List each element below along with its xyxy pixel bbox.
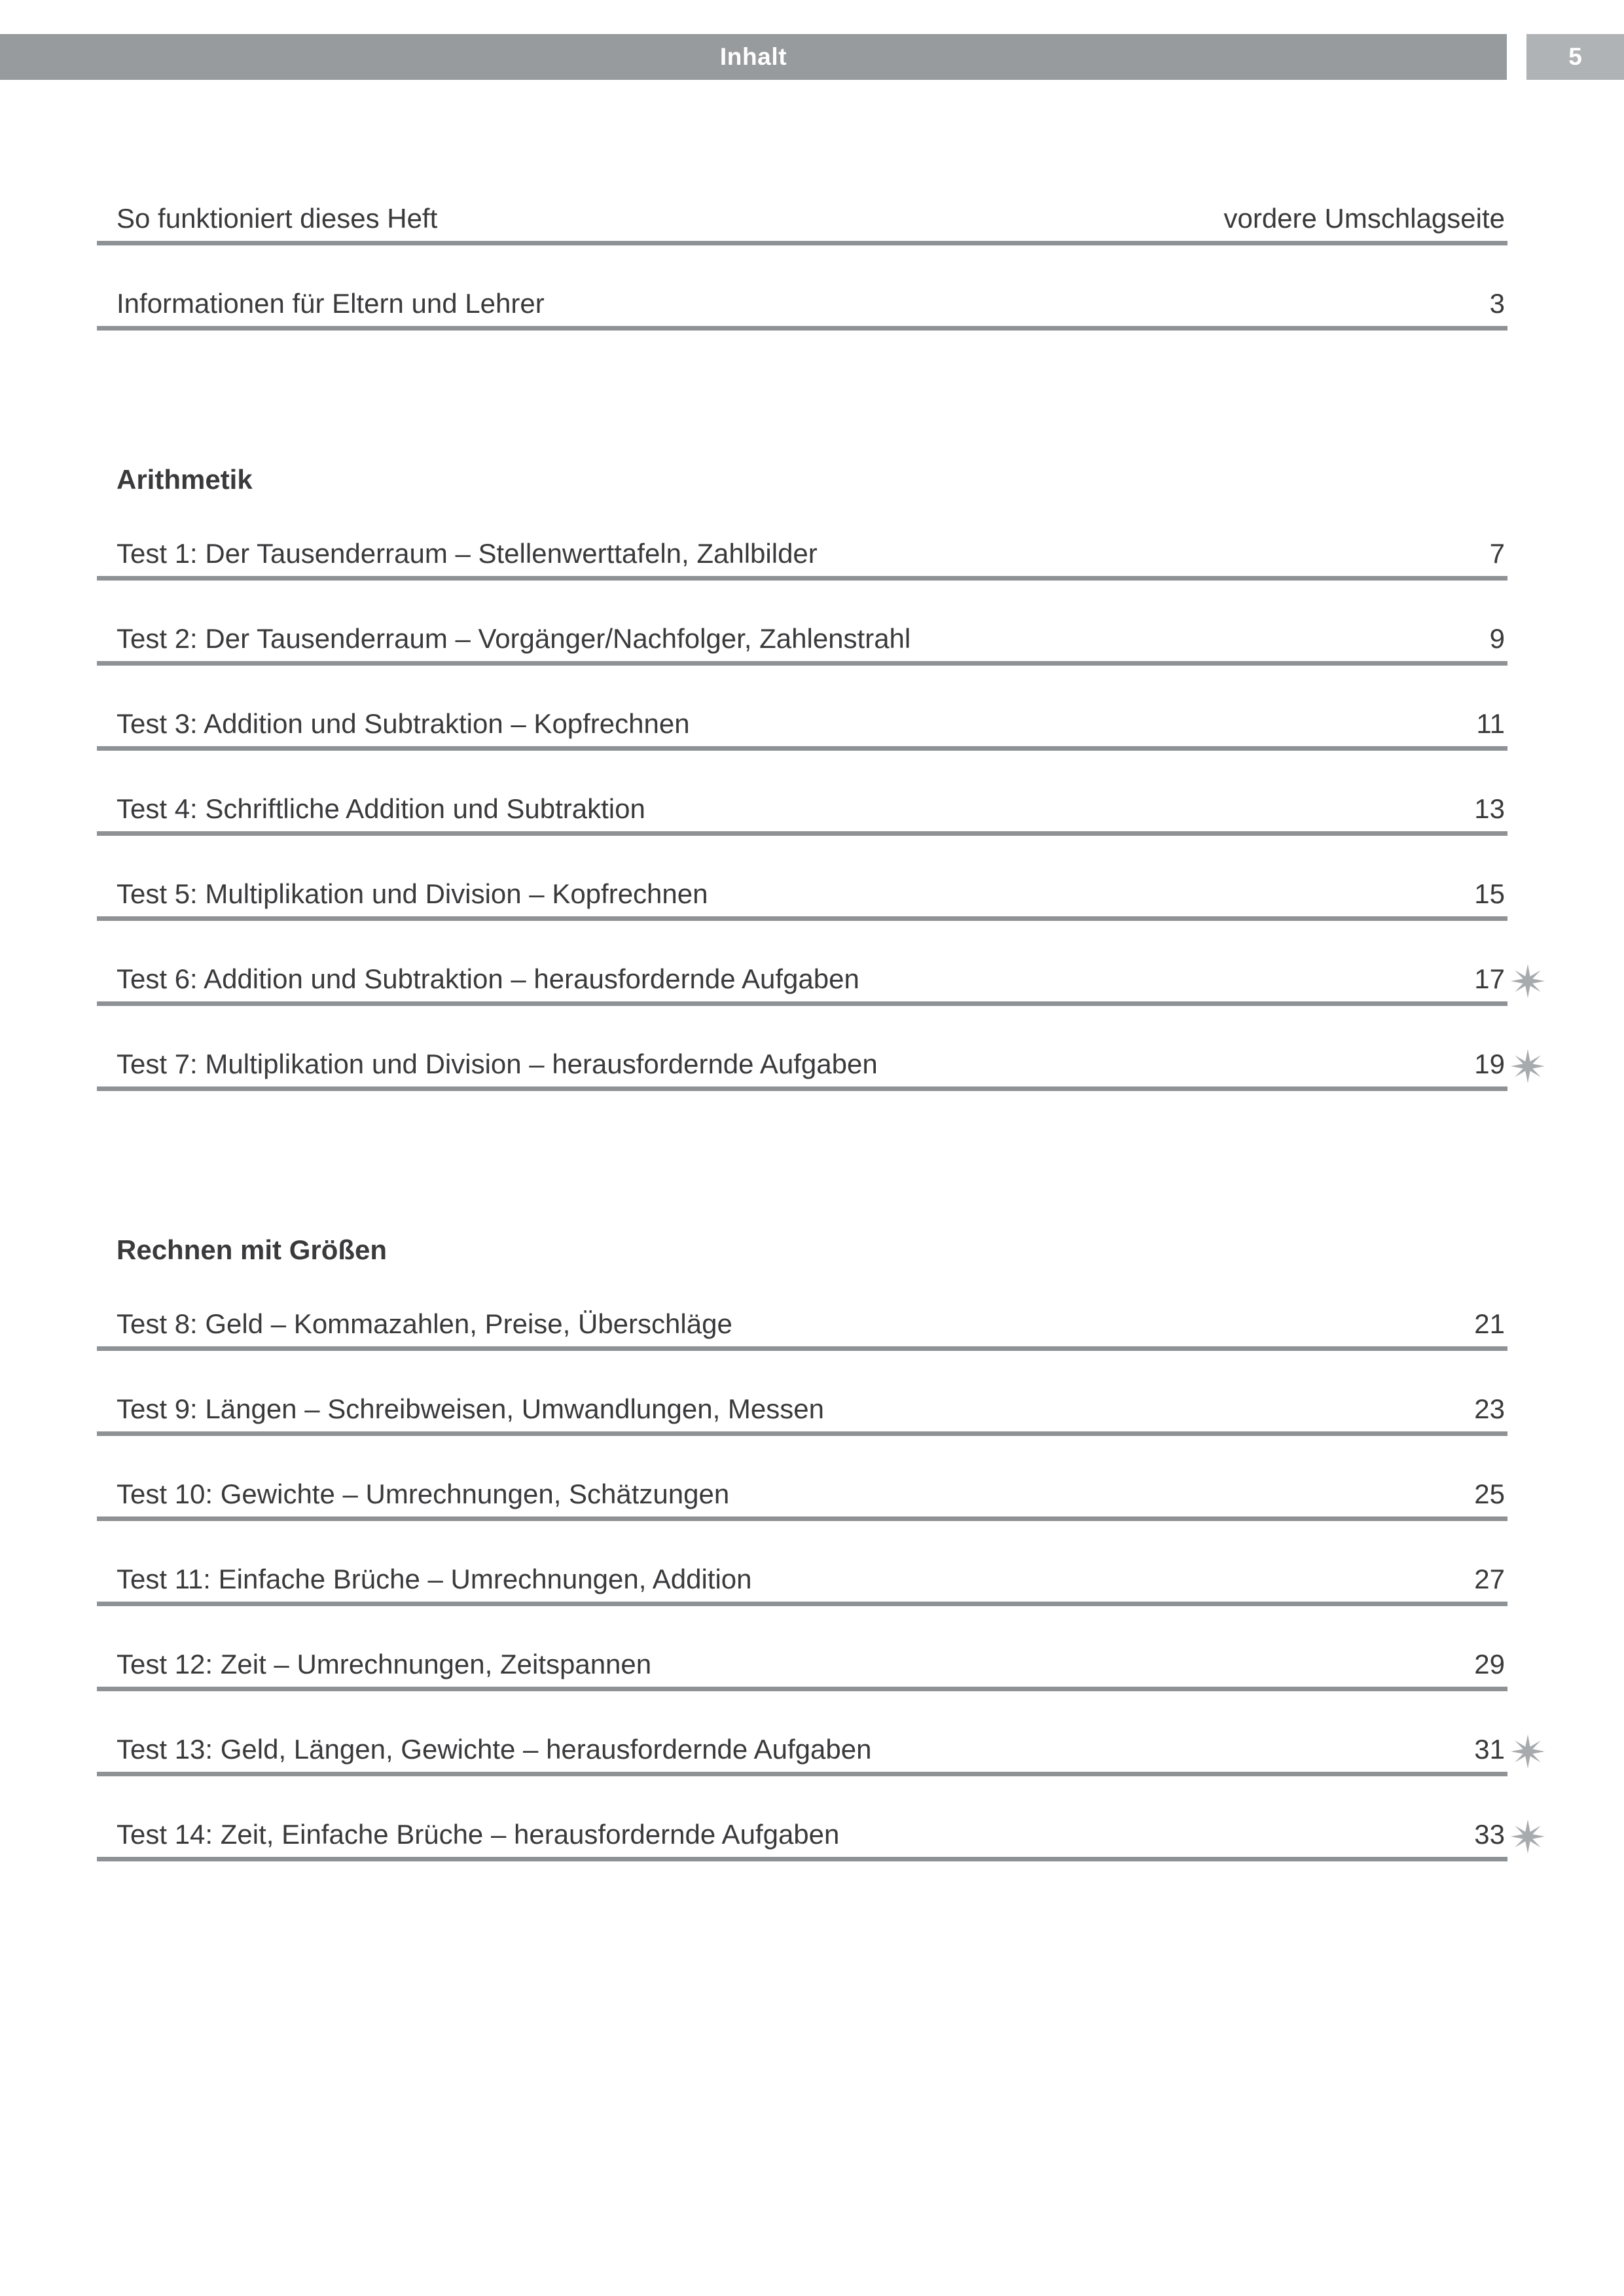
- toc-entry[interactable]: [97, 1776, 1507, 1861]
- toc-entry-title: Test 1: Der Tausenderraum – Stellenwerttafeln, Zahlbilder: [117, 538, 818, 569]
- toc-entry[interactable]: [97, 1691, 1507, 1776]
- toc-entry[interactable]: [97, 1521, 1507, 1606]
- page-number: 5: [1568, 43, 1582, 70]
- section-heading: Rechnen mit Größen: [117, 1234, 388, 1265]
- toc-entry-title: Test 14: Zeit, Einfache Brüche – herausfordernde Aufgaben: [117, 1819, 840, 1850]
- toc-entry[interactable]: [97, 836, 1507, 921]
- toc-entry-title: So funktioniert dieses Heft: [117, 203, 438, 234]
- toc-entry-page: 7: [1489, 538, 1505, 569]
- page-number-box: [1526, 34, 1624, 80]
- section-heading: Arithmetik: [117, 464, 253, 495]
- toc-entry-page: 15: [1474, 878, 1505, 909]
- toc-entry-page: 25: [1474, 1479, 1505, 1509]
- toc-entry-title: Test 13: Geld, Längen, Gewichte – herausfordernde Aufgaben: [117, 1734, 872, 1765]
- toc-entry[interactable]: [97, 581, 1507, 666]
- toc-entry-page: 19: [1474, 1049, 1505, 1079]
- toc-entry-page: 17: [1474, 963, 1505, 994]
- section-spacer: [97, 331, 1507, 435]
- toc-entry-page: 13: [1474, 793, 1505, 824]
- toc-entry-page: 9: [1489, 623, 1505, 654]
- table-of-contents: [97, 160, 1507, 1861]
- section-spacer: [97, 1091, 1507, 1206]
- star-icon: [1511, 1049, 1545, 1083]
- toc-entry-page: 27: [1474, 1564, 1505, 1594]
- toc-entry-title: Test 10: Gewichte – Umrechnungen, Schätzungen: [117, 1479, 730, 1509]
- toc-entry-title: Test 3: Addition und Subtraktion – Kopfrechnen: [117, 708, 690, 739]
- toc-entry[interactable]: [97, 160, 1507, 245]
- toc-entry[interactable]: [97, 1266, 1507, 1351]
- toc-entry-page: 11: [1476, 708, 1505, 739]
- toc-entry-title: Test 6: Addition und Subtraktion – herausfordernde Aufgaben: [117, 963, 859, 994]
- toc-entry[interactable]: [97, 1606, 1507, 1691]
- star-icon: [1511, 964, 1545, 998]
- star-icon: [1511, 1734, 1545, 1768]
- toc-entry[interactable]: [97, 1006, 1507, 1091]
- toc-entry-page: 21: [1474, 1308, 1505, 1339]
- toc-entry-page: 23: [1474, 1393, 1505, 1424]
- toc-entry[interactable]: [97, 1436, 1507, 1521]
- toc-entry[interactable]: [97, 921, 1507, 1006]
- toc-entry-title: Test 2: Der Tausenderraum – Vorgänger/Nachfolger, Zahlenstrahl: [117, 623, 911, 654]
- toc-entry[interactable]: [97, 495, 1507, 581]
- toc-entry-title: Test 11: Einfache Brüche – Umrechnungen, Addition: [117, 1564, 752, 1594]
- toc-entry[interactable]: [97, 666, 1507, 751]
- toc-entry-title: Test 4: Schriftliche Addition und Subtraktion: [117, 793, 645, 824]
- page-title: Inhalt: [719, 43, 787, 70]
- toc-entry-page: 33: [1474, 1819, 1505, 1850]
- toc-entry-title: Test 12: Zeit – Umrechnungen, Zeitspannen: [117, 1649, 652, 1679]
- toc-entry-page: 29: [1474, 1649, 1505, 1679]
- toc-entry[interactable]: [97, 1351, 1507, 1436]
- toc-entry-title: Test 9: Längen – Schreibweisen, Umwandlungen, Messen: [117, 1393, 824, 1424]
- toc-entry-page: 31: [1474, 1734, 1505, 1765]
- toc-entry[interactable]: [97, 751, 1507, 836]
- toc-entry-title: Test 7: Multiplikation und Division – herausfordernde Aufgaben: [117, 1049, 878, 1079]
- toc-entry-title: Informationen für Eltern und Lehrer: [117, 288, 545, 319]
- toc-entry-page: vordere Umschlagseite: [1223, 203, 1505, 234]
- page-header: [0, 34, 1624, 80]
- toc-entry-title: Test 8: Geld – Kommazahlen, Preise, Überschläge: [117, 1308, 732, 1339]
- toc-entry-page: 3: [1489, 288, 1505, 319]
- star-icon: [1511, 1820, 1545, 1854]
- toc-entry[interactable]: [97, 245, 1507, 331]
- toc-entry-title: Test 5: Multiplikation und Division – Kopfrechnen: [117, 878, 708, 909]
